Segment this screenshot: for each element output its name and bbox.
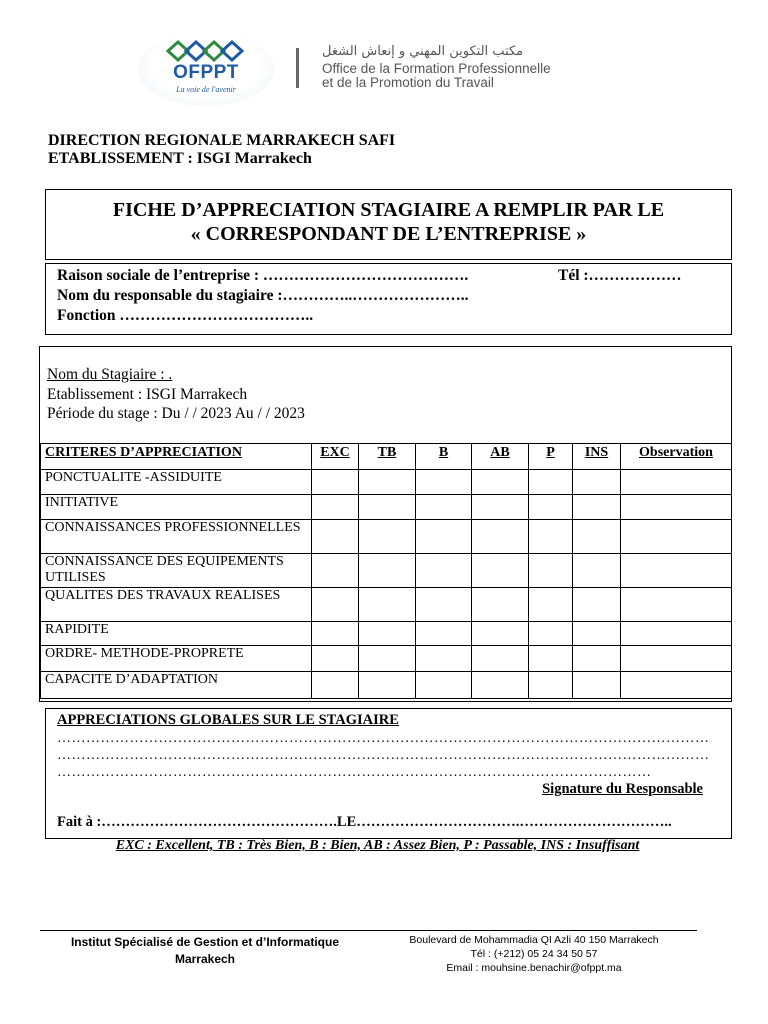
observation-cell[interactable] xyxy=(621,646,732,672)
etablissement-field: Etablissement : ISGI Marrakech xyxy=(47,386,248,403)
rating-cell[interactable] xyxy=(529,520,573,554)
rating-cell[interactable] xyxy=(529,495,573,520)
rating-cell[interactable] xyxy=(359,646,416,672)
observation-cell[interactable] xyxy=(621,495,732,520)
footer-email[interactable]: Email : mouhsine.benachir@ofppt.ma xyxy=(446,962,622,974)
raison-sociale-field[interactable]: Raison sociale de l’entreprise : …………………………………. xyxy=(57,267,469,284)
rating-cell[interactable] xyxy=(529,646,573,672)
form-title-line1: FICHE D’APPRECIATION STAGIAIRE A REMPLIR PAR LE xyxy=(112,199,665,221)
appreciation-line-3[interactable]: …………………………………………………………………………………………………………… xyxy=(57,765,652,780)
observation-cell[interactable] xyxy=(621,672,732,699)
table-row xyxy=(41,588,732,622)
header-criteres: CRITERES D’APPRECIATION xyxy=(41,444,312,470)
logo-diamonds-icon xyxy=(166,40,246,62)
rating-cell[interactable] xyxy=(573,520,621,554)
rating-cell[interactable] xyxy=(312,646,359,672)
criteria-table xyxy=(40,443,732,699)
observation-cell[interactable] xyxy=(621,520,732,554)
observation-cell[interactable] xyxy=(621,588,732,622)
institute-line1: Institut Spécialisé de Gestion et d’Informatique xyxy=(70,935,340,949)
office-fr-line2: et de la Promotion du Travail xyxy=(322,75,494,90)
table-row xyxy=(41,470,732,495)
criterion-label: CONNAISSANCES PROFESSIONNELLES xyxy=(41,520,312,554)
rating-cell[interactable] xyxy=(416,554,472,588)
logo-text: OFPPT xyxy=(173,62,239,83)
table-row xyxy=(41,554,732,588)
title-box xyxy=(45,189,732,260)
rating-cell[interactable] xyxy=(359,554,416,588)
header-observation: Observation xyxy=(621,444,732,470)
office-name-french xyxy=(322,62,551,90)
fonction-field[interactable]: Fonction ……………………………….. xyxy=(57,307,314,324)
rating-cell[interactable] xyxy=(529,470,573,495)
institute-line2: Marrakech xyxy=(174,952,236,966)
form-title xyxy=(46,198,731,246)
footer-address: Boulevard de Mohammadia QI Azli 40 150 Marrakech xyxy=(409,934,659,946)
rating-cell[interactable] xyxy=(359,672,416,699)
fait-a-field[interactable]: Fait à :………………………………………….LE…………………………….………………………….. xyxy=(57,814,672,830)
footer-phone: Tél : (+212) 05 24 34 50 57 xyxy=(470,948,598,960)
logo-tagline: La voie de l'avenir xyxy=(176,85,236,94)
office-name-arabic: مكتب التكوين المهني و إنعاش الشغل xyxy=(322,44,524,59)
rating-cell[interactable] xyxy=(312,672,359,699)
criterion-label: CONNAISSANCE DES EQUIPEMENTS UTILISES xyxy=(41,554,312,588)
rating-cell[interactable] xyxy=(573,646,621,672)
rating-cell[interactable] xyxy=(416,470,472,495)
observation-cell[interactable] xyxy=(621,554,732,588)
rating-cell[interactable] xyxy=(472,495,529,520)
rating-cell[interactable] xyxy=(359,495,416,520)
rating-cell[interactable] xyxy=(472,588,529,622)
appreciation-line-2[interactable]: ……………………………………………………………………………………………………………………… xyxy=(57,748,710,763)
ofppt-logo xyxy=(138,32,274,106)
rating-cell[interactable] xyxy=(359,622,416,646)
header-p: P xyxy=(529,444,573,470)
rating-cell[interactable] xyxy=(529,588,573,622)
rating-cell[interactable] xyxy=(472,622,529,646)
table-row xyxy=(41,495,732,520)
rating-cell[interactable] xyxy=(529,672,573,699)
rating-cell[interactable] xyxy=(472,470,529,495)
rating-cell[interactable] xyxy=(472,646,529,672)
table-row xyxy=(41,520,732,554)
header-b: B xyxy=(416,444,472,470)
direction-line: DIRECTION REGIONALE MARRAKECH SAFI xyxy=(48,132,396,149)
rating-cell[interactable] xyxy=(359,588,416,622)
header-ins: INS xyxy=(573,444,621,470)
nom-stagiaire-field[interactable]: Nom du Stagiaire : . xyxy=(47,366,173,383)
table-row xyxy=(41,646,732,672)
rating-cell[interactable] xyxy=(416,672,472,699)
rating-cell[interactable] xyxy=(312,588,359,622)
office-fr-line1: Office de la Formation Professionnelle xyxy=(322,61,551,76)
criterion-label: QUALITES DES TRAVAUX REALISES xyxy=(41,588,312,622)
criterion-label: CAPACITE D’ADAPTATION xyxy=(41,672,312,699)
rating-cell[interactable] xyxy=(472,672,529,699)
rating-cell[interactable] xyxy=(312,470,359,495)
rating-cell[interactable] xyxy=(359,470,416,495)
rating-cell[interactable] xyxy=(573,588,621,622)
footer-contact xyxy=(384,933,684,975)
etablissement-line: ETABLISSEMENT : ISGI Marrakech xyxy=(48,150,312,167)
rating-cell[interactable] xyxy=(359,520,416,554)
rating-cell[interactable] xyxy=(312,495,359,520)
rating-cell[interactable] xyxy=(573,672,621,699)
rating-cell[interactable] xyxy=(312,622,359,646)
rating-cell[interactable] xyxy=(312,554,359,588)
appreciation-title: APPRECIATIONS GLOBALES SUR LE STAGIAIRE xyxy=(57,712,399,728)
rating-cell[interactable] xyxy=(573,622,621,646)
rating-cell[interactable] xyxy=(573,470,621,495)
rating-cell[interactable] xyxy=(529,622,573,646)
rating-cell[interactable] xyxy=(416,520,472,554)
rating-cell[interactable] xyxy=(529,554,573,588)
criterion-label: RAPIDITE xyxy=(41,622,312,646)
appreciation-line-1[interactable]: ……………………………………………………………………………………………………………………… xyxy=(57,731,710,746)
header-tb: TB xyxy=(359,444,416,470)
rating-cell[interactable] xyxy=(416,646,472,672)
rating-cell[interactable] xyxy=(312,520,359,554)
observation-cell[interactable] xyxy=(621,622,732,646)
rating-cell[interactable] xyxy=(573,495,621,520)
criterion-label: PONCTUALITE -ASSIDUITE xyxy=(41,470,312,495)
table-row xyxy=(41,622,732,646)
rating-cell[interactable] xyxy=(472,520,529,554)
periode-field[interactable]: Période du stage : Du / / 2023 Au / / 2023 xyxy=(47,405,305,422)
rating-cell[interactable] xyxy=(573,554,621,588)
observation-cell[interactable] xyxy=(621,470,732,495)
rating-cell[interactable] xyxy=(416,588,472,622)
header-divider xyxy=(296,48,299,88)
footer-institute xyxy=(40,934,370,968)
footer-divider xyxy=(40,930,697,931)
rating-cell[interactable] xyxy=(472,554,529,588)
direction-block xyxy=(48,132,395,168)
signature-label: Signature du Responsable xyxy=(542,781,703,797)
rating-legend: EXC : Excellent, TB : Très Bien, B : Bien, AB : Assez Bien, P : Passable, INS : Insuffisant xyxy=(115,838,640,853)
criteria-header-row xyxy=(41,444,732,470)
form-title-line2: « CORRESPONDANT DE L’ENTREPRISE » xyxy=(190,223,587,245)
company-info-box xyxy=(45,263,732,335)
criterion-label: ORDRE- METHODE-PROPRETE xyxy=(41,646,312,672)
rating-cell[interactable] xyxy=(416,495,472,520)
header-exc: EXC xyxy=(312,444,359,470)
appreciation-box xyxy=(45,708,732,839)
header-ab: AB xyxy=(472,444,529,470)
responsable-field[interactable]: Nom du responsable du stagiaire :…………..………………….. xyxy=(57,287,469,304)
table-row xyxy=(41,672,732,699)
rating-cell[interactable] xyxy=(416,622,472,646)
criterion-label: INITIATIVE xyxy=(41,495,312,520)
tel-field[interactable]: Tél :……………… xyxy=(558,267,682,284)
